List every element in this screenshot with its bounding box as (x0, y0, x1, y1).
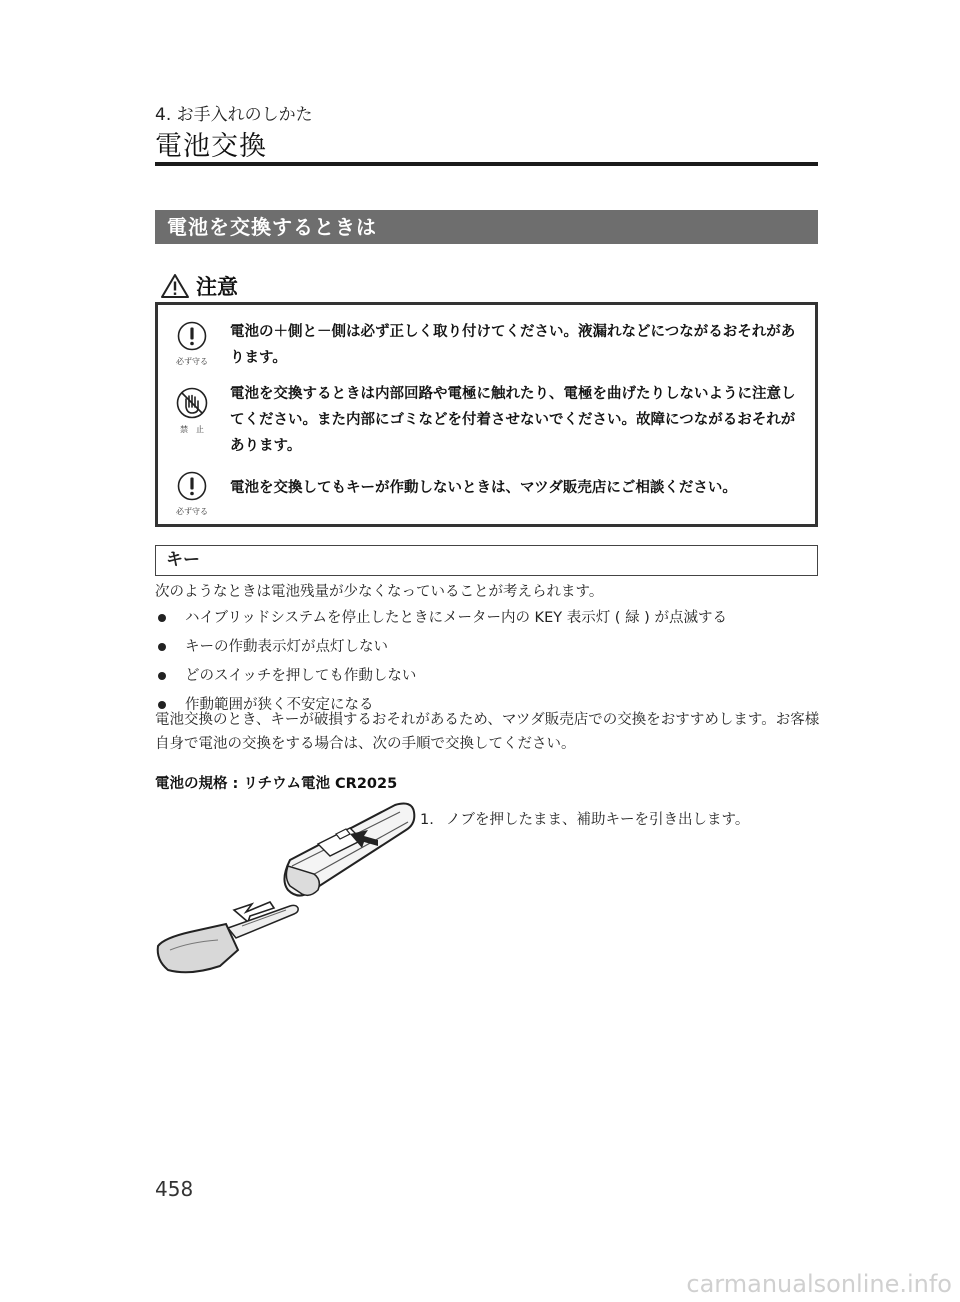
step-number: 1. (420, 812, 434, 828)
replacement-note: 電池交換のとき、キーが破損するおそれがあるため、マツダ販売店での交換をおすすめします。お客様自身で電池の交換をする場合は、次の手順で交換してください。 (155, 712, 820, 752)
bullet-icon (158, 672, 166, 680)
icon-caption: 禁 止 (180, 425, 204, 434)
caution-label: 注意 (196, 275, 238, 299)
exclamation-circle-icon (177, 471, 207, 501)
page-title: 電池交換 (155, 131, 267, 162)
watermark: carmanualsonline.info (686, 1270, 952, 1298)
key-intro: 次のようなときは電池残量が少なくなっていることが考えられます。 (155, 584, 604, 600)
chapter-heading: 4. お手入れのしかた (155, 105, 313, 125)
bullet-icon (158, 643, 166, 651)
no-touch-hand-icon (176, 387, 208, 419)
caution-text: 電池の＋側と－側は必ず正しく取り付けてください。液漏れなどにつながるおそれがあります。 (230, 324, 796, 366)
step-text: ノブを押したまま、補助キーを引き出します。 (446, 812, 750, 828)
caution-text: 電池を交換してもキーが作動しないときは、マツダ販売店にご相談ください。 (230, 480, 737, 496)
caution-text: 電池を交換するときは内部回路や電極に触れたり、電極を曲げたりしないように注意してください。また内部にゴミなどを付着させないでください。故障につながるおそれがあります。 (230, 386, 796, 454)
battery-spec: 電池の規格 : リチウム電池 CR2025 (155, 776, 398, 792)
warning-triangle-icon (160, 273, 190, 299)
icon-caption: 必ず守る (176, 357, 208, 366)
section-title: 電池を交換するときは (155, 210, 818, 244)
step-1 (420, 808, 749, 829)
symptom-list (155, 606, 820, 722)
list-item: 作動範囲が狭く不安定になる (155, 693, 820, 722)
caution-heading (160, 272, 238, 300)
list-item: ハイブリッドシステムを停止したときにメーター内の KEY 表示灯 ( 緑 ) が点滅する (155, 606, 820, 635)
page-number: 458 (155, 1177, 194, 1201)
title-divider (155, 162, 818, 166)
exclamation-circle-icon (177, 321, 207, 351)
list-item: どのスイッチを押しても作動しない (155, 664, 820, 693)
icon-caption: 必ず守る (176, 507, 208, 516)
list-item: キーの作動表示灯が点灯しない (155, 635, 820, 664)
caution-box (155, 302, 818, 527)
bullet-icon (158, 614, 166, 622)
key-section-title: キー (155, 545, 818, 576)
key-removal-illustration (150, 800, 420, 990)
